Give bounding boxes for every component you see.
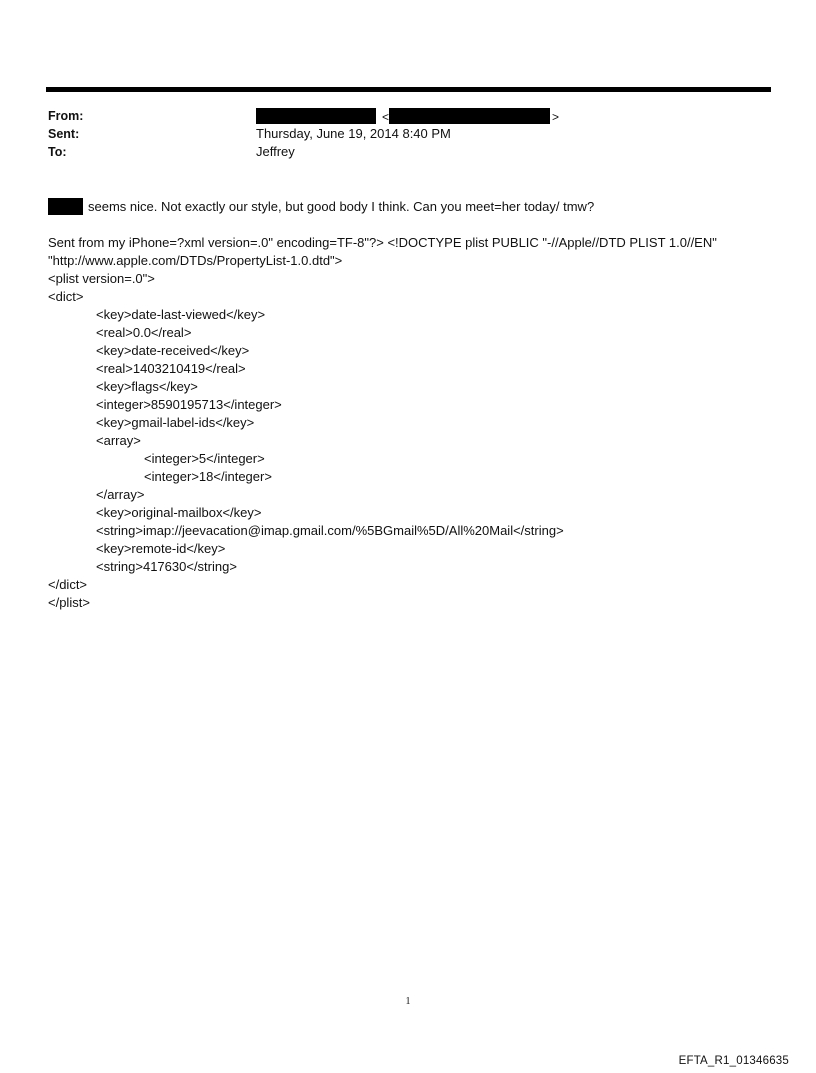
- body-line: </dict>: [48, 577, 88, 592]
- body-line: <key>flags</key>: [96, 379, 198, 394]
- body-line: "http://www.apple.com/DTDs/PropertyList-1.0.dtd">: [48, 253, 343, 268]
- body-line: <key>gmail-label-ids</key>: [96, 415, 255, 430]
- body-line: </array>: [96, 487, 145, 502]
- body-line: <key>remote-id</key>: [96, 541, 226, 556]
- body-line: <real>0.0</real>: [96, 325, 192, 340]
- message-text: seems nice. Not exactly our style, but good body I think. Can you meet=her today/ tmw?: [88, 199, 595, 214]
- body-line: </plist>: [48, 595, 90, 610]
- body-line: <key>original-mailbox</key>: [96, 505, 262, 520]
- body-line: <integer>8590195713</integer>: [96, 397, 282, 412]
- body-line: <integer>18</integer>: [144, 469, 272, 484]
- sent-label: Sent:: [48, 127, 80, 141]
- body-line: <array>: [96, 433, 141, 448]
- body-line: <dict>: [48, 289, 84, 304]
- body-line: <integer>5</integer>: [144, 451, 265, 466]
- from-label: From:: [48, 109, 84, 123]
- body-line: <plist version=.0">: [48, 271, 155, 286]
- bates-number: EFTA_R1_01346635: [678, 1055, 789, 1067]
- to-value: Jeffrey: [256, 144, 295, 159]
- body-line: <real>1403210419</real>: [96, 361, 246, 376]
- sent-value: Thursday, June 19, 2014 8:40 PM: [256, 126, 451, 141]
- header-divider: [46, 87, 771, 92]
- redacted-sender-name: [256, 108, 376, 124]
- body-line: <key>date-received</key>: [96, 343, 250, 358]
- redacted-sender-email: [389, 108, 550, 124]
- page-number: 1: [405, 996, 411, 1007]
- from-close-bracket: >: [552, 110, 560, 124]
- body-line: <string>417630</string>: [96, 559, 237, 574]
- body-line: <key>date-last-viewed</key>: [96, 307, 266, 322]
- redacted-name: [48, 198, 83, 215]
- body-line: Sent from my iPhone=?xml version=.0" encoding=TF-8"?> <!DOCTYPE plist PUBLIC "-//Apple//DTD PLIST 1.0//EN": [48, 235, 717, 250]
- from-open-bracket: <: [382, 110, 390, 124]
- to-label: To:: [48, 145, 67, 159]
- body-line: <string>imap://jeevacation@imap.gmail.com/%5BGmail%5D/All%20Mail</string>: [96, 523, 564, 538]
